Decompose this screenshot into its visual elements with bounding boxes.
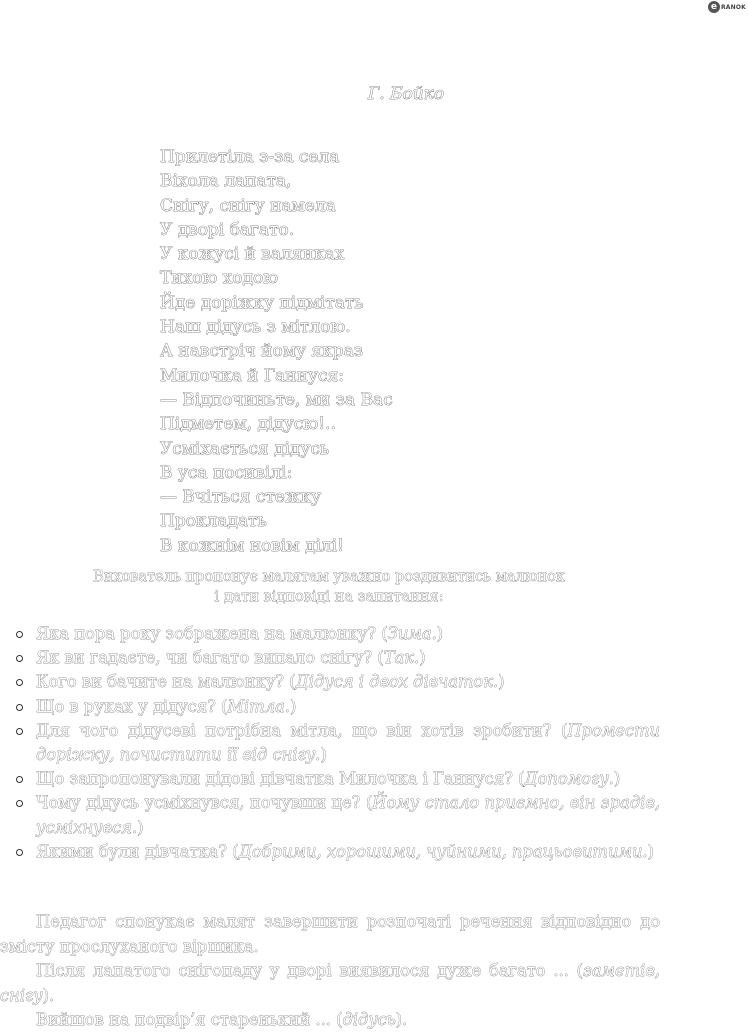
bullet-icon xyxy=(16,800,23,807)
question-item xyxy=(0,646,660,670)
paragraph-end: ). xyxy=(395,1010,408,1029)
question-item xyxy=(0,767,660,791)
poem-line: У кожусі й валянках xyxy=(160,244,345,265)
instruction-line: Вихователь пропонує малятам уважно роздивитись малюнок xyxy=(93,569,565,585)
paragraph-text: Вийшов на подвір’я старенький ... ( xyxy=(36,1010,343,1029)
answer-text: Йому стало приємно, він зрадів, усміхнувся. xyxy=(36,793,660,837)
bullet-icon xyxy=(16,631,23,638)
poem-line: У дворі багато. xyxy=(160,219,295,240)
question-text: Як ви гадаєте, чи багато випало снігу? ( xyxy=(36,648,384,668)
poem-line: А навстріч йому якраз xyxy=(160,341,364,362)
poem-line: Підметем, дідусю!.. xyxy=(160,414,336,435)
question-text: Що в руках у дідуся? ( xyxy=(36,696,228,716)
bullet-icon xyxy=(16,849,23,856)
bullet-icon xyxy=(16,728,23,735)
question-item xyxy=(0,670,660,694)
question-end: ) xyxy=(647,841,654,861)
publisher-logo xyxy=(708,1,746,13)
answer-text: Зима. xyxy=(387,624,437,643)
poem-text xyxy=(160,145,393,558)
answer-text: дідусь xyxy=(342,1010,396,1029)
question-item xyxy=(0,791,660,839)
poem-line: Віхола лапата, xyxy=(160,171,292,192)
poem-line: В уса посивілі: xyxy=(160,462,293,483)
question-end: ) xyxy=(436,624,444,643)
question-item xyxy=(0,719,660,767)
answer-text: Добрими, хорошими, чуйними, працьовитими. xyxy=(238,841,648,861)
question-end: ) xyxy=(320,745,327,765)
logo-mark: e xyxy=(708,1,720,13)
question-end: ) xyxy=(498,672,505,692)
question-text: Кого ви бачите на малюнку? ( xyxy=(36,672,296,692)
paragraph xyxy=(0,1008,660,1033)
paragraph-end: ). xyxy=(42,985,55,1005)
bullet-icon xyxy=(16,655,23,662)
question-text: Для чого дідусеві потрібна мітла, що він хотів зробити? ( xyxy=(36,720,568,740)
poem-line: В кожнім новім ділі! xyxy=(160,535,344,556)
poem-line: — Відпочиньте, ми за Вас xyxy=(160,389,393,410)
paragraph-text: Після лапатого снігопаду у дворі виявилося дуже багато ... ( xyxy=(36,961,583,980)
answer-text: Дідуся і двох дівчаток. xyxy=(295,672,499,692)
poem-line: Наш дідусь з мітлою. xyxy=(160,317,351,338)
poem-author: Г. Бойко xyxy=(368,84,445,104)
bullet-icon xyxy=(16,679,23,686)
bullet-icon xyxy=(16,704,23,711)
paragraph xyxy=(0,959,660,1008)
question-text: Якими були дівчатка? ( xyxy=(36,841,239,861)
paragraph xyxy=(0,910,660,959)
completion-exercise xyxy=(0,910,660,1033)
poem-line: Усміхається дідусь xyxy=(160,438,330,459)
question-end: ) xyxy=(419,648,426,668)
poem-line: Милочка й Ганнуся: xyxy=(160,365,344,386)
paragraph-text: Педагог спонукає малят завершити розпочаті речення відповідно до змісту прослуханого віршика. xyxy=(0,912,660,956)
question-item xyxy=(0,622,660,646)
poem-line: Тихою ходою xyxy=(160,268,279,289)
poem-line: Снігу, снігу намела xyxy=(160,195,336,216)
question-text: Яка пора року зображена на малюнку? ( xyxy=(36,624,388,643)
answer-text: Так. xyxy=(383,648,420,668)
question-end: ) xyxy=(613,769,621,789)
question-item xyxy=(0,695,660,719)
instruction-line: і дати відповіді на запитання: xyxy=(214,589,444,605)
question-item xyxy=(0,840,660,864)
question-text: Що запропонували дідові дівчатка Милочка і Ганнуся? ( xyxy=(36,769,525,789)
question-end: ) xyxy=(289,696,297,716)
answer-text: Мітла. xyxy=(227,696,290,716)
poem-line: — Вчіться стежку xyxy=(160,487,322,508)
poem-line: Прилетіла з-за села xyxy=(160,147,340,167)
poem-line: Прокладать xyxy=(160,511,267,532)
question-list xyxy=(0,622,660,864)
answer-text: Промести доріжку, почистити її від снігу. xyxy=(36,720,660,765)
answer-text: Допомогу. xyxy=(524,769,614,789)
poem-line: Йде доріжку підмітать xyxy=(160,292,364,313)
bullet-icon xyxy=(16,776,23,783)
question-text: Чому дідусь усміхнувся, почувши це? ( xyxy=(36,793,373,813)
logo-text: RANOK xyxy=(720,3,746,11)
answer-text: заметів, снігу xyxy=(0,961,660,1005)
question-end: ) xyxy=(137,817,144,837)
instruction-text xyxy=(0,567,658,607)
